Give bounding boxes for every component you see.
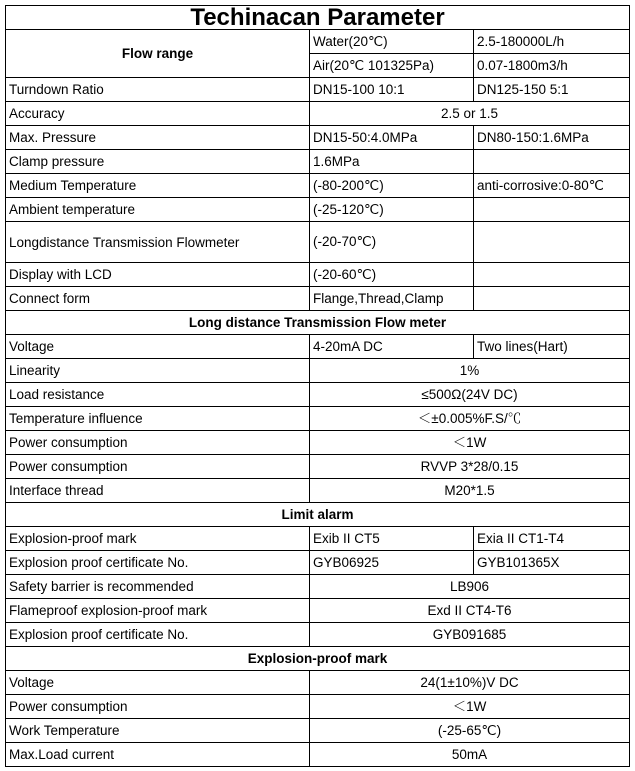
row-label: Explosion-proof mark [6,527,310,551]
table-row [6,150,630,174]
table-row [6,479,630,503]
row-label: Power consumption [6,455,310,479]
row-value-2 [474,287,630,311]
table-row [6,359,630,383]
row-value: ≤500Ω(24V DC) [310,383,630,407]
row-label: Power consumption [6,431,310,455]
row-value-2 [474,263,630,287]
table-row [6,623,630,647]
row-value-2 [474,198,630,222]
table-row [6,335,630,359]
row-value: M20*1.5 [310,479,630,503]
title-row [6,6,630,30]
row-value-1: DN15-100 10:1 [310,78,474,102]
row-label: Work Temperature [6,719,310,743]
row-value-1: DN15-50:4.0MPa [310,126,474,150]
table-row [6,455,630,479]
row-label: Temperature influence [6,407,310,431]
row-value: ＜±0.005%F.S/℃ [310,407,630,431]
row-value-2 [474,222,630,263]
table-row [6,263,630,287]
row-value-2 [474,150,630,174]
row-value-2: anti-corrosive:0-80℃ [474,174,630,198]
row-label: Ambient temperature [6,198,310,222]
row-label: Load resistance [6,383,310,407]
table-row [6,78,630,102]
table-row [6,695,630,719]
flow-range-row-water [6,30,630,54]
row-value-2: GYB101365X [474,551,630,575]
row-label: Longdistance Transmission Flowmeter [6,222,310,263]
table-row [6,671,630,695]
row-value-2: DN80-150:1.6MPa [474,126,630,150]
row-label: Explosion proof certificate No. [6,623,310,647]
row-label: Connect form [6,287,310,311]
row-label: Max. Pressure [6,126,310,150]
row-value-2: Two lines(Hart) [474,335,630,359]
table-row [6,599,630,623]
table-row [6,126,630,150]
table-row [6,575,630,599]
row-label: Voltage [6,335,310,359]
row-value-1: Flange,Thread,Clamp [310,287,474,311]
row-value-2: DN125-150 5:1 [474,78,630,102]
row-label: Interface thread [6,479,310,503]
row-value: 2.5 or 1.5 [310,102,630,126]
section-header-row [6,311,630,335]
table-row [6,743,630,767]
row-value-1: (-80-200℃) [310,174,474,198]
row-value: ＜1W [310,695,630,719]
row-value-2: Exia II CT1-T4 [474,527,630,551]
row-value-1: (-25-120℃) [310,198,474,222]
table-row [6,527,630,551]
row-value: 1% [310,359,630,383]
row-label: Accuracy [6,102,310,126]
table-row [6,407,630,431]
row-value: 50mA [310,743,630,767]
parameter-table [5,5,630,767]
row-value-1: GYB06925 [310,551,474,575]
table-row [6,719,630,743]
table-row [6,102,630,126]
row-label: Linearity [6,359,310,383]
table-row [6,222,630,263]
row-value-1: (-20-70℃) [310,222,474,263]
row-value-1: 1.6MPa [310,150,474,174]
row-value: RVVP 3*28/0.15 [310,455,630,479]
section-header-row [6,647,630,671]
section-header-row [6,503,630,527]
table-row [6,551,630,575]
row-label: Display with LCD [6,263,310,287]
row-label: Max.Load current [6,743,310,767]
flow-range-label: Flow range [6,30,310,78]
row-label: Power consumption [6,695,310,719]
table-title: Techinacan Parameter [6,6,630,30]
flow-range-water-medium: Water(20℃) [310,30,474,54]
table-row [6,431,630,455]
row-value: (-25-65℃) [310,719,630,743]
row-label: Medium Temperature [6,174,310,198]
row-label: Flameproof explosion-proof mark [6,599,310,623]
row-value-1: (-20-60℃) [310,263,474,287]
row-label: Safety barrier is recommended [6,575,310,599]
flow-range-air-value: 0.07-1800m3/h [474,54,630,78]
row-label: Clamp pressure [6,150,310,174]
section-title-limit-alarm: Limit alarm [6,503,630,527]
row-value: 24(1±10%)V DC [310,671,630,695]
section-title-explosion-proof: Explosion-proof mark [6,647,630,671]
row-label: Explosion proof certificate No. [6,551,310,575]
row-label: Turndown Ratio [6,78,310,102]
table-row [6,383,630,407]
flow-range-water-value: 2.5-180000L/h [474,30,630,54]
table-row [6,287,630,311]
table-row [6,198,630,222]
row-value: ＜1W [310,431,630,455]
row-value: GYB091685 [310,623,630,647]
section-title-transmission: Long distance Transmission Flow meter [6,311,630,335]
row-value: Exd II CT4-T6 [310,599,630,623]
row-value-1: Exib II CT5 [310,527,474,551]
row-value-1: 4-20mA DC [310,335,474,359]
table-row [6,174,630,198]
row-label: Voltage [6,671,310,695]
flow-range-air-medium: Air(20℃ 101325Pa) [310,54,474,78]
row-value: LB906 [310,575,630,599]
